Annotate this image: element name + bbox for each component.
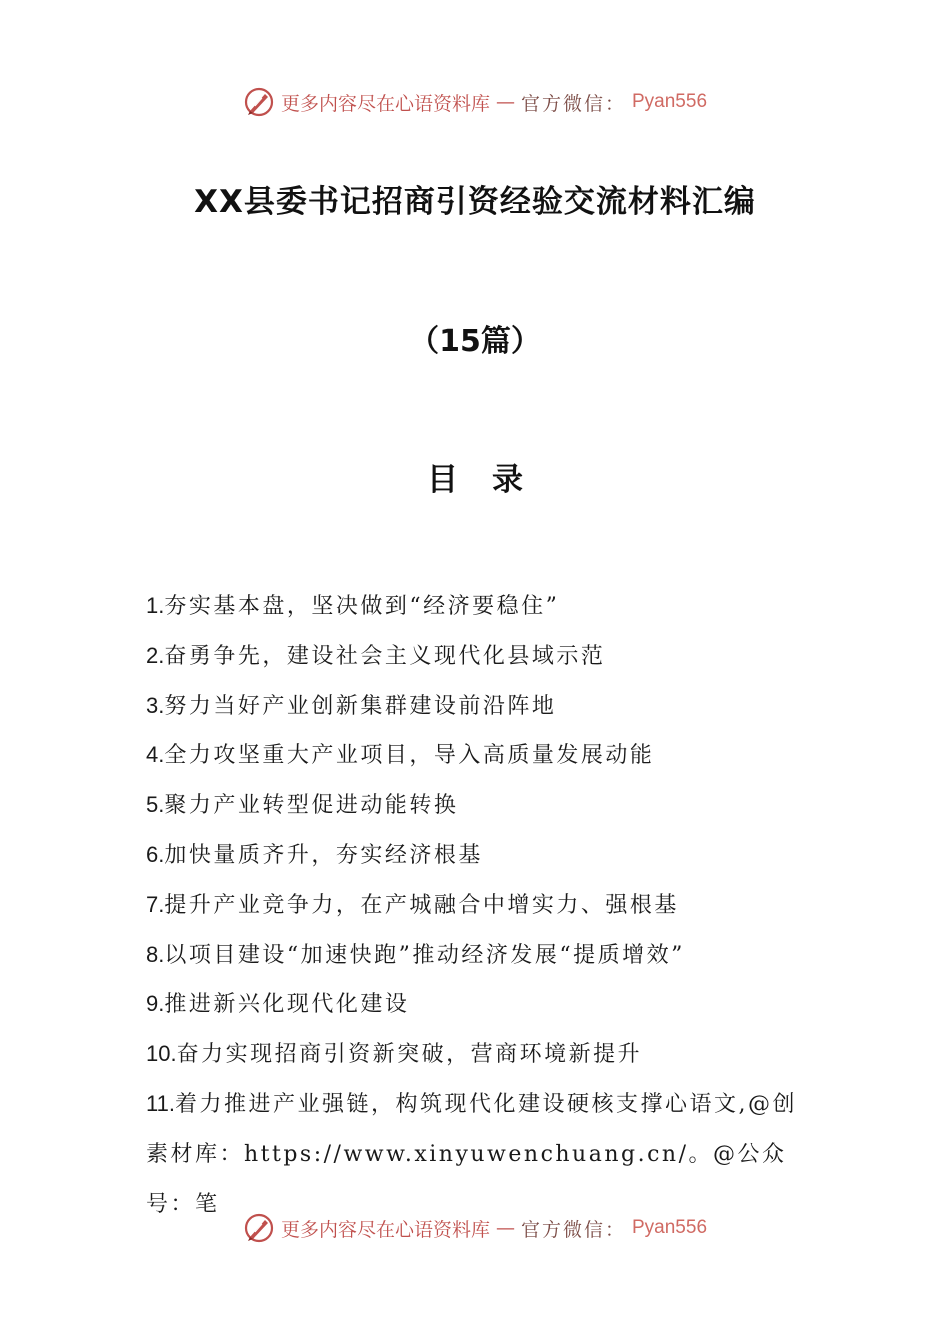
toc-item[interactable] [146,1079,816,1229]
toc-item[interactable] [146,636,816,686]
toc-item-text: 以项目建设“加速快跑”推动经济发展“提质增效” [164,942,685,968]
toc-item[interactable] [146,935,816,985]
toc-item-text: 加快量质齐升，夯实经济根基 [164,842,483,868]
watermark-wechat-id: Pyan556 [632,1217,708,1238]
toc-item[interactable] [146,984,816,1034]
watermark-site-name: 更多内容尽在心语资料库 [280,1218,490,1241]
toc-item-text: 提升产业竞争力，在产城融合中增实力、强根基 [164,892,679,918]
toc-item-number: 1. [146,593,165,618]
watermark-dash: — [495,1217,515,1239]
toc-item-number: 3. [146,692,165,718]
quill-pen-logo-icon [243,86,275,118]
watermark-site-name: 更多内容尽在心语资料库 [280,92,490,115]
quill-pen-logo-icon [243,1212,275,1244]
toc-item[interactable] [146,885,816,935]
toc-item-number: 10. [146,1041,177,1067]
watermark-wechat-id: Pyan556 [632,91,708,112]
toc-heading: 目录 [427,462,557,498]
watermark-official-label: 官方微信： [520,92,626,115]
toc-item[interactable] [146,785,816,835]
toc-item-number: 4. [146,742,165,768]
toc-item[interactable] [146,1034,816,1084]
document-subtitle: （15篇） [409,324,541,359]
watermark-dash: — [495,91,515,113]
toc-item-text: 努力当好产业创新集群建设前沿阵地 [164,693,557,719]
toc-item-number: 8. [146,941,165,967]
toc-item[interactable] [146,686,816,736]
toc-item-number: 7. [146,891,165,917]
document-title: XX县委书记招商引资经验交流材料汇编 [194,184,756,220]
watermark-official-label: 官方微信： [520,1218,626,1241]
toc-item-text: 聚力产业转型促进动能转换 [164,793,459,819]
toc-item[interactable] [146,735,816,785]
toc-item-text: 推进新兴化现代化建设 [164,992,410,1018]
toc-item-number: 5. [146,792,165,818]
watermark-header [0,86,950,118]
watermark-footer [0,1212,950,1244]
toc-item-text: 夯实基本盘，坚决做到“经济要稳住” [164,594,560,619]
toc-item-number: 6. [146,841,165,867]
toc-item-text: 着力推进产业强链，构筑现代化建设硬核支撑心语文,@创素材库：https://www.xinyuwenchuang.cn/。@公众号：笔 [146,1091,797,1217]
toc-item[interactable] [146,586,816,636]
toc-item-text: 奋力实现招商引资新突破，营商环境新提升 [176,1042,643,1068]
toc-item[interactable] [146,835,816,885]
toc-item-number: 9. [146,991,165,1017]
toc-item-text: 奋勇争先，建设社会主义现代化县域示范 [164,643,606,669]
table-of-contents [146,586,816,1229]
toc-item-text: 全力攻坚重大产业项目，导入高质量发展动能 [164,743,655,769]
toc-item-number: 11. [146,1090,175,1116]
toc-item-number: 2. [146,642,165,668]
